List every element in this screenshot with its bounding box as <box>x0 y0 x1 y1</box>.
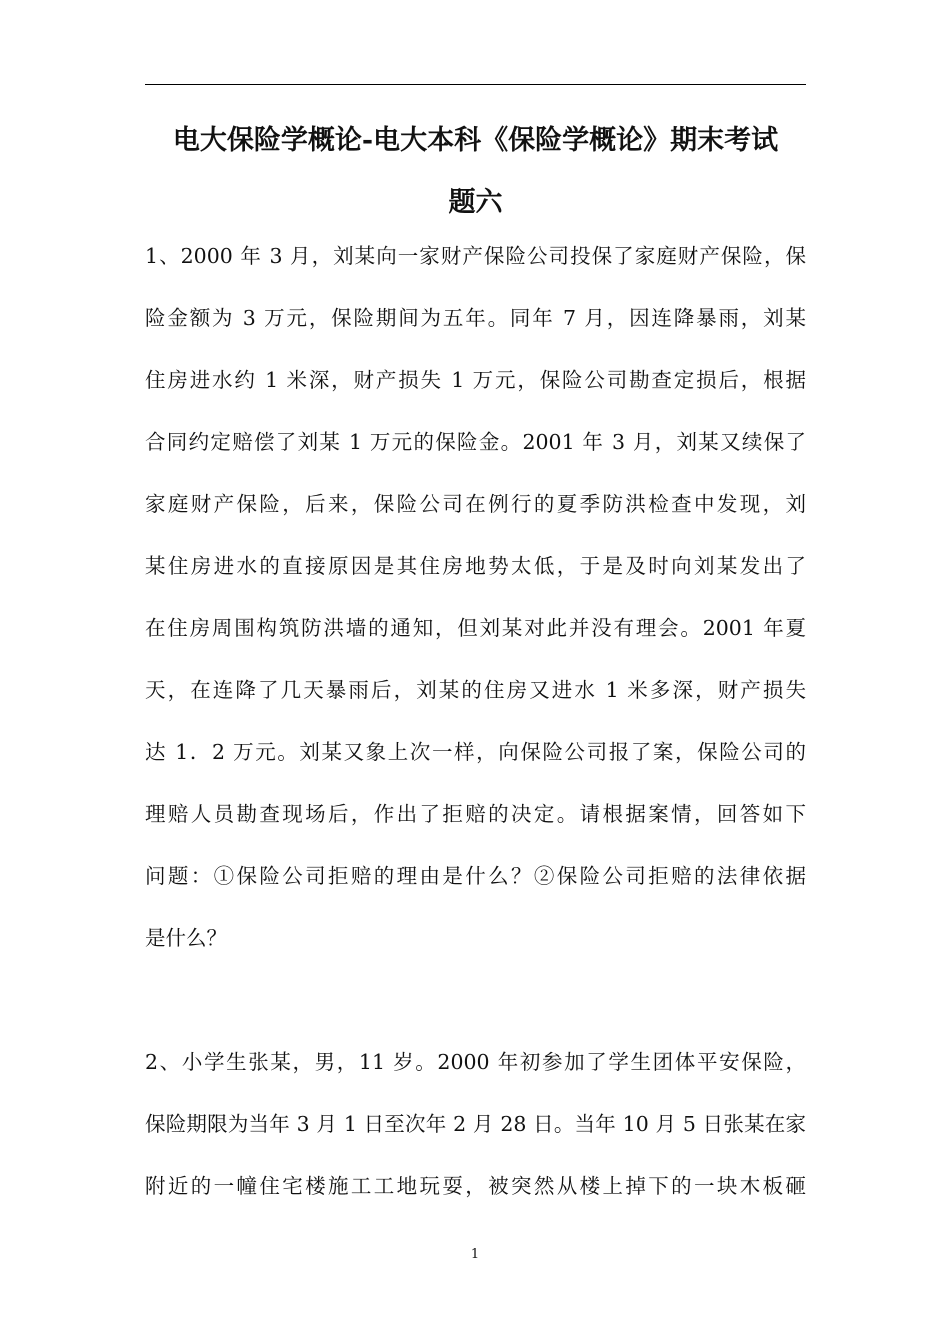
question-1 <box>145 225 806 969</box>
paragraph-line: 住房进水约 1 米深，财产损失 1 万元，保险公司勘查定损后，根据 <box>145 368 806 392</box>
paragraph-line: 2、小学生张某，男，11 岁。2000 年初参加了学生团体平安保险， <box>145 1050 806 1074</box>
paragraph-line: 某住房进水的直接原因是其住房地势太低，于是及时向刘某发出了 <box>145 554 806 578</box>
title-line-1: 电大保险学概论-电大本科《保险学概论》期末考试 <box>172 125 779 156</box>
paragraph-line: 家庭财产保险，后来，保险公司在例行的夏季防洪检查中发现，刘 <box>145 492 806 516</box>
paragraph-line: 1、2000 年 3 月，刘某向一家财产保险公司投保了家庭财产保险，保 <box>145 244 806 268</box>
question-2 <box>145 1031 806 1217</box>
paragraph-line: 问题：①保险公司拒赔的理由是什么？②保险公司拒赔的法律依据 <box>145 864 806 888</box>
paragraph-line: 达 1．2 万元。刘某又象上次一样，向保险公司报了案，保险公司的 <box>145 740 806 764</box>
header-rule <box>145 84 806 85</box>
paragraph-line: 合同约定赔偿了刘某 1 万元的保险金。2001 年 3 月，刘某又续保了 <box>145 430 806 454</box>
paragraph-line: 理赔人员勘查现场后，作出了拒赔的决定。请根据案情，回答如下 <box>145 802 806 826</box>
document-title <box>145 110 806 234</box>
paragraph-line: 天，在连降了几天暴雨后，刘某的住房又进水 1 米多深，财产损失 <box>145 678 806 702</box>
paragraph-line: 保险期限为当年 3 月 1 日至次年 2 月 28 日。当年 10 月 5 日张某在家 <box>145 1112 806 1136</box>
paragraph-line: 是什么？ <box>145 926 227 950</box>
document-body <box>145 225 806 1217</box>
paragraph-gap <box>145 969 806 1031</box>
page-number: 1 <box>470 1247 480 1262</box>
title-line-2: 题六 <box>448 187 503 218</box>
paragraph-line: 附近的一幢住宅楼施工工地玩耍，被突然从楼上掉下的一块木板砸 <box>145 1174 806 1198</box>
paragraph-line: 在住房周围构筑防洪墙的通知，但刘某对此并没有理会。2001 年夏 <box>145 616 806 640</box>
paragraph-line: 险金额为 3 万元，保险期间为五年。同年 7 月，因连降暴雨，刘某 <box>145 306 806 330</box>
